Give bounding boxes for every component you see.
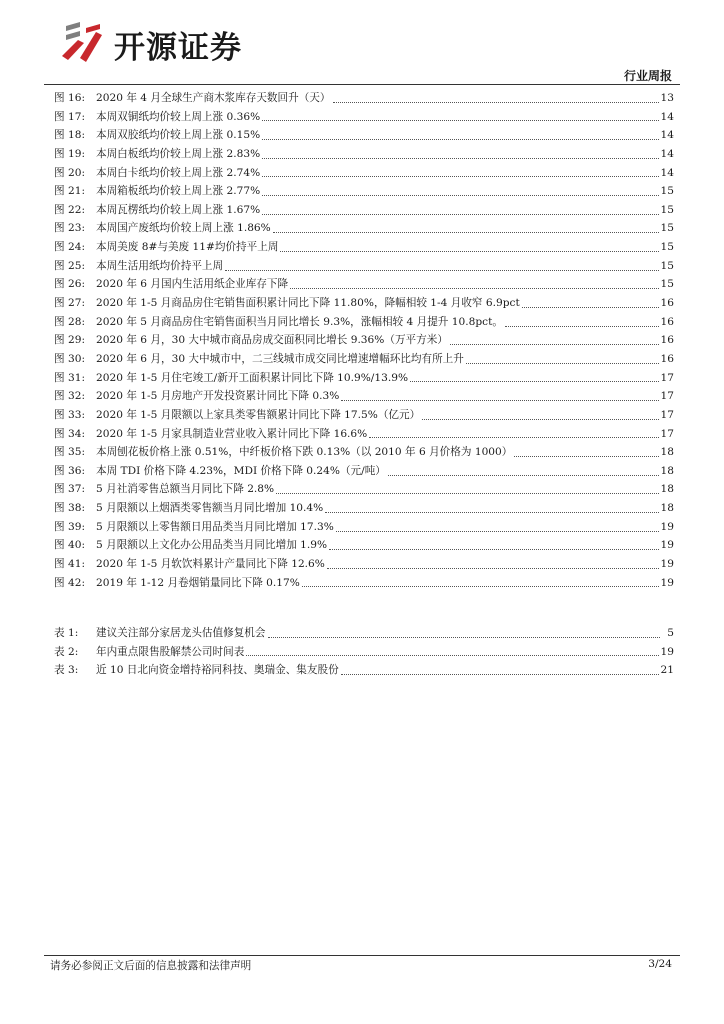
figure-entry-title: 2020 年 6 月，30 大中城市商品房成交面积同比增长 9.36%（万平方米）: [96, 334, 448, 347]
figure-entry[interactable]: [54, 443, 674, 462]
figure-entry[interactable]: [54, 462, 674, 481]
figure-entry-title: 本周双胶纸均价较上周上涨 0.15%: [96, 129, 261, 142]
dot-leader: [422, 419, 658, 420]
figure-entry-label: 图 27:: [54, 297, 86, 310]
figure-entry-page: 18: [660, 446, 674, 459]
table-list: [54, 624, 674, 680]
figure-entry-title: 本周 TDI 价格下降 4.23%，MDI 价格下降 0.24%（元/吨）: [96, 464, 386, 477]
table-entry-title: 年内重点限售股解禁公司时间表: [96, 645, 245, 658]
figure-entry[interactable]: [54, 350, 674, 369]
figure-entry[interactable]: [54, 387, 674, 406]
figure-entry-title: 5 月限额以上零售额日用品类当月同比增加 17.3%: [96, 520, 334, 533]
table-entry-page: 19: [660, 645, 674, 658]
dot-leader: [276, 493, 658, 494]
figure-entry-label: 图 30:: [54, 352, 86, 365]
figure-entry[interactable]: [54, 219, 674, 238]
figure-entry-page: 15: [660, 241, 674, 254]
dot-leader: [325, 512, 658, 513]
figure-entry[interactable]: [54, 126, 674, 145]
dot-leader: [341, 674, 659, 675]
figure-entry[interactable]: [54, 201, 674, 220]
dot-leader: [262, 176, 658, 177]
figure-entry-page: 14: [660, 147, 674, 160]
figure-entry-label: 图 21:: [54, 185, 86, 198]
logo: [58, 18, 318, 66]
dot-leader: [246, 655, 658, 656]
dot-leader: [336, 531, 659, 532]
dot-leader: [262, 158, 658, 159]
figure-entry-page: 14: [660, 166, 674, 179]
figure-entry[interactable]: [54, 313, 674, 332]
figure-entry-page: 17: [660, 390, 674, 403]
table-entry[interactable]: [54, 624, 674, 643]
figure-entry-label: 图 42:: [54, 576, 86, 589]
dot-leader: [302, 586, 659, 587]
figure-entry-label: 图 41:: [54, 558, 86, 571]
figure-entry-page: 18: [660, 502, 674, 515]
dot-leader: [505, 326, 659, 327]
figure-entry-title: 2020 年 6 月国内生活用纸企业库存下降: [96, 278, 289, 291]
figure-entry-page: 15: [660, 203, 674, 216]
figure-entry[interactable]: [54, 536, 674, 555]
figure-entry-page: 17: [660, 427, 674, 440]
dot-leader: [262, 195, 658, 196]
figure-entry-label: 图 20:: [54, 166, 86, 179]
footer-disclaimer: 请务必参阅正文后面的信息披露和法律声明: [50, 960, 252, 972]
header-divider: [44, 84, 680, 85]
table-entry-label: 表 3:: [54, 664, 79, 677]
dot-leader: [280, 251, 658, 252]
table-entry-label: 表 2:: [54, 645, 79, 658]
figure-entry-title: 2020 年 5 月商品房住宅销售面积当月同比增长 9.3%，涨幅相较 4 月提升 10.8pct。: [96, 315, 503, 328]
dot-leader: [410, 381, 658, 382]
figure-entry[interactable]: [54, 406, 674, 425]
dot-leader: [290, 288, 658, 289]
figure-entry-label: 图 37:: [54, 483, 86, 496]
figure-entry-page: 16: [660, 297, 674, 310]
logo-mark-icon: [58, 18, 106, 66]
table-entry[interactable]: [54, 643, 674, 662]
dot-leader: [268, 637, 661, 638]
table-entry-page: 21: [660, 664, 674, 677]
report-type: 行业周报: [623, 69, 672, 83]
dot-leader: [514, 456, 658, 457]
figure-entry[interactable]: [54, 369, 674, 388]
figure-entry-title: 2020 年 1-5 月房地产开发投资累计同比下降 0.3%: [96, 390, 340, 403]
figure-entry-page: 15: [660, 222, 674, 235]
figure-entry-label: 图 28:: [54, 315, 86, 328]
figure-entry-title: 2020 年 1-5 月限额以上家具类零售额累计同比下降 17.5%（亿元）: [96, 408, 421, 421]
figure-entry[interactable]: [54, 480, 674, 499]
figure-entry[interactable]: [54, 164, 674, 183]
figure-entry-page: 16: [660, 315, 674, 328]
figure-entry-page: 13: [660, 92, 674, 104]
figure-entry-label: 图 16:: [54, 92, 86, 104]
dot-leader: [341, 400, 658, 401]
table-entry-title: 近 10 日北向资金增持裕同科技、奥瑞金、集友股份: [96, 664, 339, 677]
page-number: 3/24: [648, 958, 672, 970]
figure-entry-page: 16: [660, 334, 674, 347]
figure-entry-title: 2020 年 1-5 月家具制造业营业收入累计同比下降 16.6%: [96, 427, 368, 440]
figure-entry-label: 图 18:: [54, 129, 86, 142]
figure-entry-title: 5 月社消零售总额当月同比下降 2.8%: [96, 483, 275, 496]
figure-entry-title: 2020 年 4 月全球生产商木浆库存天数回升（天）: [96, 92, 331, 104]
figure-entry-page: 19: [660, 520, 674, 533]
figure-entry[interactable]: [54, 145, 674, 164]
figure-entry[interactable]: [54, 257, 674, 276]
figure-entry-label: 图 33:: [54, 408, 86, 421]
figure-entry-title: 5 月限额以上烟酒类零售额当月同比增加 10.4%: [96, 502, 324, 515]
dot-leader: [333, 102, 659, 103]
figure-entry[interactable]: [54, 331, 674, 350]
dot-leader: [225, 270, 658, 271]
figure-entry[interactable]: [54, 275, 674, 294]
figure-entry-page: 19: [660, 558, 674, 571]
dot-leader: [466, 363, 659, 364]
figure-entry-page: 16: [660, 352, 674, 365]
figure-entry-label: 图 29:: [54, 334, 86, 347]
figure-entry-title: 2020 年 6 月，30 大中城市中，二三线城市成交同比增速增幅环比均有所上升: [96, 352, 464, 365]
figure-entry-title: 2019 年 1-12 月卷烟销量同比下降 0.17%: [96, 576, 300, 589]
dot-leader: [262, 120, 658, 121]
figure-entry-label: 图 26:: [54, 278, 86, 291]
dot-leader: [262, 139, 658, 140]
figure-entry-title: 本周瓦楞纸均价较上周上涨 1.67%: [96, 203, 261, 216]
dot-leader: [329, 549, 658, 550]
dot-leader: [262, 214, 658, 215]
figure-entry-page: 15: [660, 259, 674, 272]
figure-entry-page: 14: [660, 110, 674, 123]
figure-entry-label: 图 19:: [54, 147, 86, 160]
figure-entry[interactable]: [54, 499, 674, 518]
figure-entry-page: 15: [660, 278, 674, 291]
figure-entry[interactable]: [54, 574, 674, 593]
dot-leader: [273, 232, 659, 233]
table-entry[interactable]: [54, 661, 674, 680]
figure-entry-page: 17: [660, 408, 674, 421]
figure-entry-page: 19: [660, 539, 674, 552]
dot-leader: [327, 568, 659, 569]
dot-leader: [369, 437, 658, 438]
figure-entry-label: 图 34:: [54, 427, 86, 440]
figure-entry-title: 本周美废 8#与美废 11#均价持平上周: [96, 241, 279, 254]
figure-entry-title: 本周白卡纸均价较上周上涨 2.74%: [96, 166, 261, 179]
figure-entry-title: 本周生活用纸均价持平上周: [96, 259, 224, 272]
figure-entry-title: 2020 年 1-5 月住宅竣工/新开工面积累计同比下降 10.9%/13.9%: [96, 371, 409, 384]
figure-entry-label: 图 39:: [54, 520, 86, 533]
table-entry-page: 5: [667, 627, 674, 639]
figure-entry-title: 本周白板纸均价较上周上涨 2.83%: [96, 147, 261, 160]
footer-divider: [44, 955, 680, 956]
figure-entry[interactable]: [54, 555, 674, 574]
dot-leader: [522, 307, 659, 308]
dot-leader: [388, 475, 659, 476]
figure-entry-label: 图 32:: [54, 390, 86, 403]
figure-entry-title: 本周双铜纸均价较上周上涨 0.36%: [96, 110, 261, 123]
figure-entry-page: 17: [660, 371, 674, 384]
figure-entry-label: 图 23:: [54, 222, 86, 235]
figure-entry-title: 5 月限额以上文化办公用品类当月同比增加 1.9%: [96, 539, 328, 552]
figure-entry-label: 图 38:: [54, 502, 86, 515]
figure-entry-label: 图 31:: [54, 371, 86, 384]
figure-entry-title: 本周箱板纸均价较上周上涨 2.77%: [96, 185, 261, 198]
figure-entry[interactable]: [54, 182, 674, 201]
figure-entry-page: 15: [660, 185, 674, 198]
figure-entry-label: 图 17:: [54, 110, 86, 123]
figure-entry[interactable]: [54, 294, 674, 313]
figure-entry[interactable]: [54, 238, 674, 257]
figure-entry-page: 14: [660, 129, 674, 142]
figure-entry-label: 图 25:: [54, 259, 86, 272]
figure-entry[interactable]: [54, 425, 674, 444]
figure-entry-page: 18: [660, 464, 674, 477]
figure-entry[interactable]: [54, 518, 674, 537]
figure-entry-label: 图 24:: [54, 241, 86, 254]
figure-entry-page: 19: [660, 576, 674, 589]
figure-entry-title: 2020 年 1-5 月商品房住宅销售面积累计同比下降 11.80%，降幅相较 1-4 月收窄 6.9pct: [96, 297, 520, 310]
figure-entry-title: 2020 年 1-5 月软饮料累计产量同比下降 12.6%: [96, 558, 325, 571]
figure-entry-label: 图 36:: [54, 464, 86, 477]
figure-list: [54, 89, 674, 592]
figure-entry[interactable]: [54, 108, 674, 127]
figure-entry-label: 图 40:: [54, 539, 86, 552]
figure-entry[interactable]: [54, 89, 674, 108]
dot-leader: [450, 344, 659, 345]
figure-entry-title: 本周刨花板价格上涨 0.51%，中纤板价格下跌 0.13%（以 2010 年 6 月价格为 1000）: [96, 446, 513, 459]
table-entry-title: 建议关注部分家居龙头估值修复机会: [96, 627, 266, 639]
figure-entry-title: 本周国产废纸均价较上周上涨 1.86%: [96, 222, 271, 235]
figure-entry-label: 图 22:: [54, 203, 86, 216]
brand-name: 开源证券: [114, 30, 242, 66]
table-entry-label: 表 1:: [54, 627, 79, 639]
figure-entry-label: 图 35:: [54, 446, 86, 459]
figure-entry-page: 18: [660, 483, 674, 496]
